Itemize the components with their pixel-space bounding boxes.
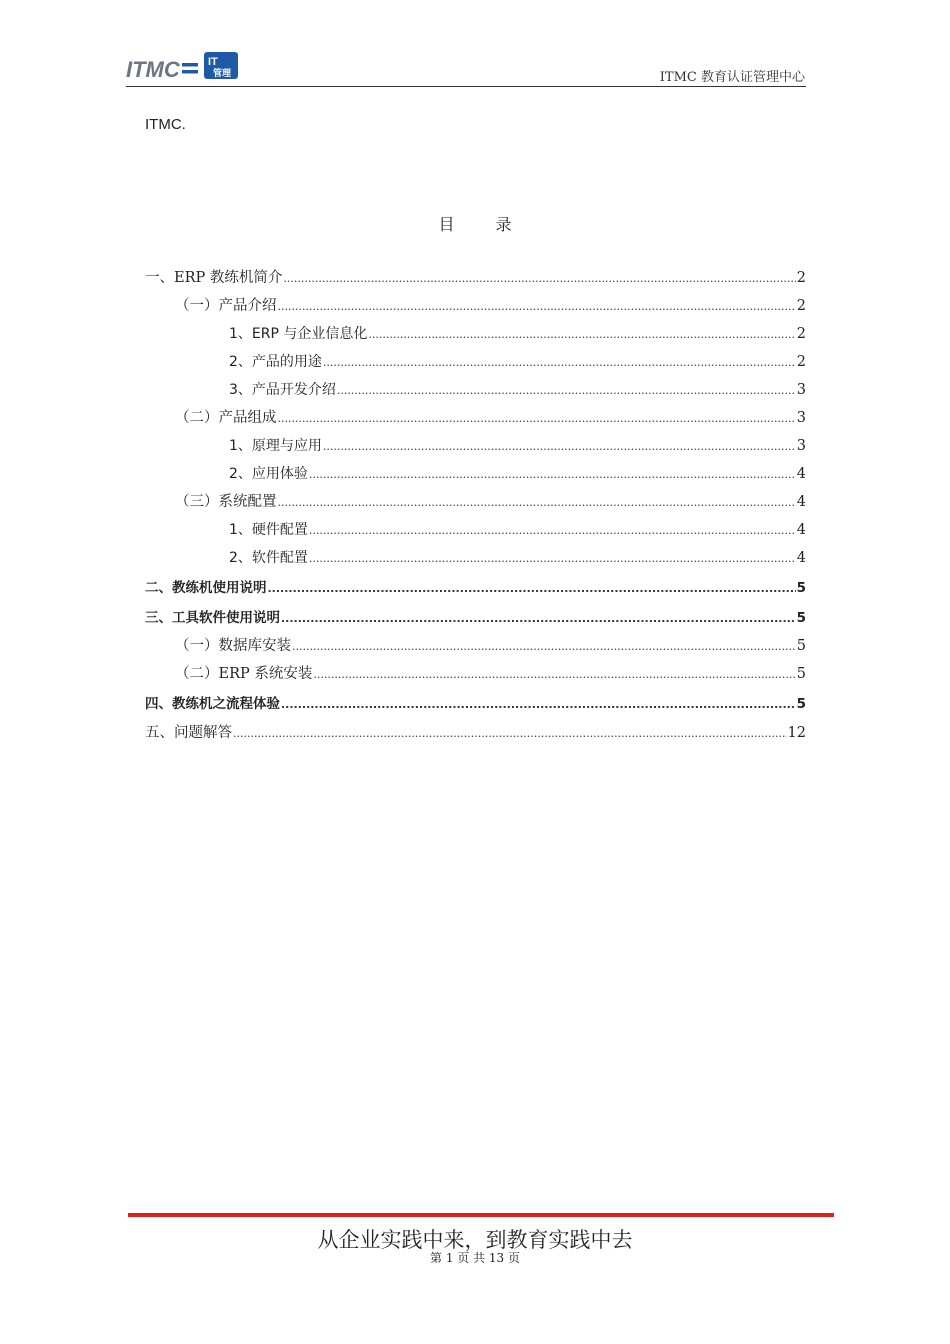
svg-text:ITMC: ITMC <box>126 57 180 82</box>
toc-entry-page: 2 <box>796 298 806 314</box>
toc-entry-label: （一）数据库安装 <box>175 638 291 654</box>
toc-entry-label: 一、ERP 教练机简介 <box>145 270 283 286</box>
intro-text: ITMC. <box>145 116 186 133</box>
toc-entry-page: 4 <box>796 494 806 510</box>
toc-entry-page: 5 <box>796 638 806 654</box>
toc-entry-tool-software-manual[interactable] <box>145 608 806 628</box>
toc-entry-page: 4 <box>796 522 806 538</box>
toc-entry-page: 5 <box>796 696 806 712</box>
toc-entry-page: 5 <box>796 610 806 626</box>
toc-entry-product-development[interactable] <box>229 380 806 400</box>
toc-leader-dots <box>368 325 795 345</box>
toc-entry-erp-intro[interactable] <box>145 268 806 288</box>
toc-leader-dots <box>313 665 795 685</box>
toc-entry-label: 1、原理与应用 <box>229 438 322 454</box>
toc-entry-label: （三）系统配置 <box>175 494 277 510</box>
toc-leader-dots <box>323 437 796 457</box>
header-divider <box>126 86 806 87</box>
svg-text:管理: 管理 <box>213 69 232 79</box>
toc-leader-dots <box>283 269 795 289</box>
toc-leader-dots <box>337 381 796 401</box>
toc-leader-dots <box>323 353 796 373</box>
toc-leader-dots <box>278 297 796 317</box>
toc-entry-label: 五、问题解答 <box>145 725 232 741</box>
toc-entry-page: 5 <box>796 666 806 682</box>
footer-red-divider <box>128 1213 834 1217</box>
toc-leader-dots <box>309 521 796 541</box>
svg-text:IT: IT <box>208 56 218 68</box>
toc-entry-label: 二、教练机使用说明 <box>145 580 267 596</box>
toc-leader-dots <box>268 579 796 599</box>
page-number: 第 1 页 共 13 页 <box>430 1251 520 1265</box>
toc-leader-dots <box>278 409 796 429</box>
toc-title: 目 录 <box>438 215 530 234</box>
toc-entry-page: 3 <box>796 382 806 398</box>
toc-entry-page: 5 <box>796 580 806 596</box>
toc-entry-page: 3 <box>796 438 806 454</box>
toc-entry-product-intro[interactable] <box>175 296 806 316</box>
toc-entry-principle-application[interactable] <box>229 436 806 456</box>
toc-entry-label: （一）产品介绍 <box>175 298 277 314</box>
toc-entry-product-composition[interactable] <box>175 408 806 428</box>
toc-entry-product-usage[interactable] <box>229 352 806 372</box>
toc-entry-page: 2 <box>796 270 806 286</box>
toc-entry-erp-system-install[interactable] <box>175 664 806 684</box>
toc-entry-label: 2、软件配置 <box>229 550 308 566</box>
toc-entry-label: 四、教练机之流程体验 <box>145 696 280 712</box>
toc-entry-page: 3 <box>796 410 806 426</box>
toc-entry-page: 12 <box>787 725 806 741</box>
toc-entry-label: 1、ERP 与企业信息化 <box>229 326 368 342</box>
toc-entry-page: 2 <box>796 326 806 342</box>
itmc-logo <box>126 46 244 82</box>
toc-entry-application-experience[interactable] <box>229 464 806 484</box>
toc-entry-faq[interactable] <box>145 723 806 743</box>
toc-leader-dots <box>281 609 796 629</box>
toc-leader-dots <box>278 493 796 513</box>
toc-entry-page: 4 <box>796 466 806 482</box>
toc-leader-dots <box>309 465 796 485</box>
toc-entry-database-install[interactable] <box>175 636 806 656</box>
header-title: ITMC 教育认证管理中心 <box>659 70 805 85</box>
toc-leader-dots <box>292 637 796 657</box>
toc-entry-label: 三、工具软件使用说明 <box>145 610 280 626</box>
toc-entry-label: 2、应用体验 <box>229 466 308 482</box>
toc-leader-dots <box>309 549 796 569</box>
toc-entry-label: （二）ERP 系统安装 <box>175 666 313 682</box>
toc-leader-dots <box>233 724 787 744</box>
toc-entry-software-config[interactable] <box>229 548 806 568</box>
toc-entry-trainer-manual[interactable] <box>145 578 806 598</box>
toc-entry-page: 4 <box>796 550 806 566</box>
toc-entry-label: 1、硬件配置 <box>229 522 308 538</box>
toc-entry-system-config[interactable] <box>175 492 806 512</box>
toc-entry-label: 2、产品的用途 <box>229 354 322 370</box>
toc-entry-erp-informatization[interactable] <box>229 324 806 344</box>
toc-entry-label: 3、产品开发介绍 <box>229 382 336 398</box>
toc-entry-hardware-config[interactable] <box>229 520 806 540</box>
toc-entry-process-experience[interactable] <box>145 694 806 714</box>
toc-leader-dots <box>281 695 796 715</box>
toc-entry-page: 2 <box>796 354 806 370</box>
footer-slogan: 从企业实践中来，到教育实践中去 <box>317 1228 633 1252</box>
toc-entry-label: （二）产品组成 <box>175 410 277 426</box>
